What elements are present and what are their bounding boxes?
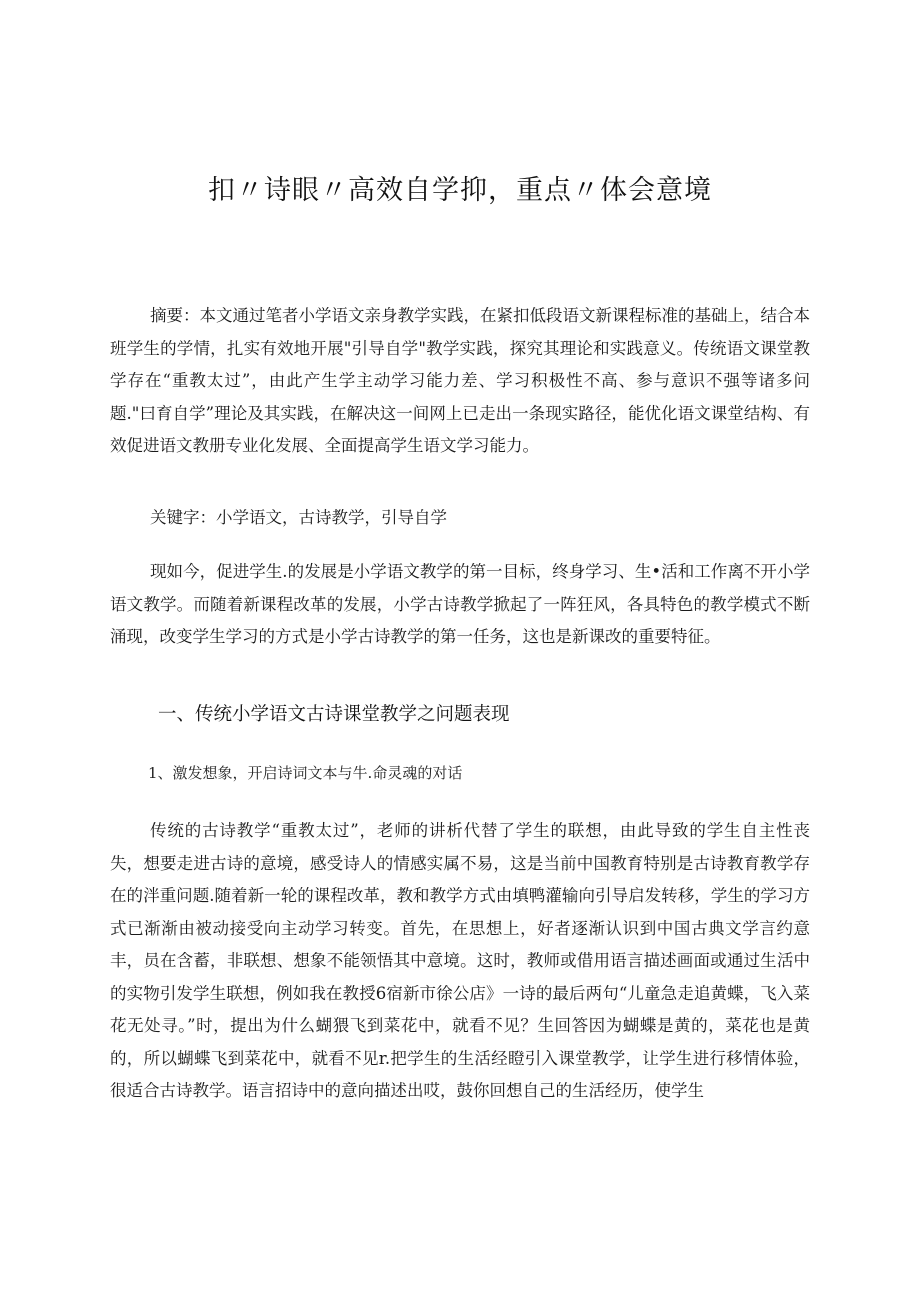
body-paragraph: 传统的古诗教学“重教太过”，老师的讲析代替了学生的联想，由此导致的学生自主性丧失，想要走进古诗的意境，感受诗人的情感实属不易，这是当前中国教育特别是古诗教育教学存在的泮重问题.随着新一轮的课程改革，教和教学方式由填鸭灌输向引导启发转移，学生的学习方式已渐渐由被动接受向主动学习转变。首先，在思想上，好者逐渐认识到中国古典文学言约意丰，员在含蓄，非联想、想象不能领悟其中意境。这时，教师或借用语言描述画面或通过生活中的实物引发学生联想，例如我在教授6宿新市徐公店》一诗的最后两句“儿童急走追黄蝶，飞入菜花无处寻。”时，提出为什么蝴猥飞到菜花中，就看不见？生回答因为蝴蝶是黄的，菜花也是黄的，所以蝴蝶飞到菜花中，就看不见r.把学生的生活经瞪引入课堂教学，让学生进行移情体验，很适合古诗教学。语言招诗中的意向描述出哎，鼓你回想自己的生活经历，使学生 [110, 821, 810, 1100]
section-heading: 一、传统小学语文古诗课堂教学之问题表现 [158, 704, 510, 725]
intro-paragraph: 现如今，促进学生.的发展是小学语文教学的第一目标，终身学习、生•活和工作离不开小学语文教学。而随着新课程改革的发展，小学古诗教学掀起了一阵狂风，各具特色的教学模式不断涌现，改变学生学习的方式是小学古诗教学的第一任务，这也是新课改的重要特征。 [110, 562, 810, 646]
keywords-line: 关键字：小学语文，古诗教学，引导自学 [150, 508, 447, 527]
subsection-heading: 1、激发想象，开启诗词文本与牛.命灵魂的对话 [148, 764, 463, 782]
abstract-paragraph: 摘要：本文通过笔者小学语文亲身教学实践，在紧扣低段语文新课程标准的基础上，结合本班学生的学情，扎实有效地开展"引导自学"教学实践，探究其理论和实践意义。传统语文课堂教学存在“重教太过”，由此产生学主动学习能力差、学习积极性不高、参与意识不强等诸多问题."曰育自学”理论及其实践，在解决这一间网上已走出一条现实路径，能优化语文课堂结构、有效促进语文教册专业化发展、全面提高学生语文学习能力。 [110, 306, 810, 455]
document-title: 扣〃诗眼〃高效自学抑，重点〃体会意境 [208, 175, 712, 206]
